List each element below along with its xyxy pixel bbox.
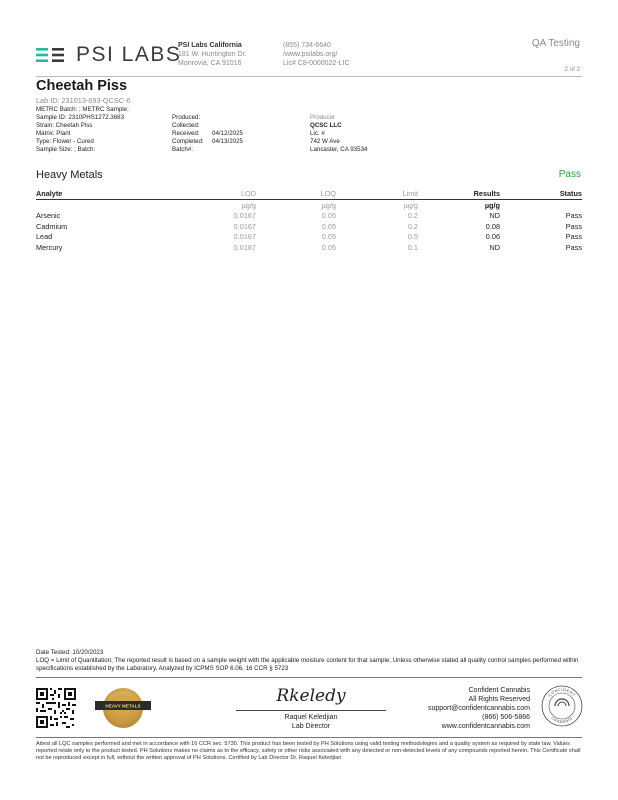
sample-details — [36, 106, 166, 154]
sample-size: Sample Size: ; Batch: — [36, 146, 96, 153]
lab-address-line2: Monrovia, CA 91016 — [178, 60, 242, 67]
heavy-metals-table-wrap — [36, 188, 582, 253]
producer-address1: 742 W Ave — [310, 138, 340, 145]
collected-label: Collected: — [172, 122, 200, 129]
lab-address — [178, 41, 278, 68]
cc-rights: All Rights Reserved — [468, 696, 530, 703]
lab-website[interactable]: /www.psilabs.org/ — [283, 51, 338, 58]
unit-limit: µg/g — [403, 200, 418, 210]
section-title: Heavy Metals — [36, 169, 103, 181]
producer-address2: Lancaster, CA 93534 — [310, 146, 368, 153]
cc-seal-top-text: CONFIDENT — [547, 687, 577, 698]
lab-license: Lic# C8-0000022-LIC — [283, 60, 350, 67]
cc-phone: (866) 506-5866 — [482, 714, 530, 721]
signer-name: Raquel Keledjian — [284, 714, 338, 721]
qa-testing-label: QA Testing — [531, 38, 580, 49]
analyte-name: Cadmium — [36, 221, 68, 231]
disclaimer: Attest all LQC samples performed and met in accordance with 16 CCR sec. 5730. This product has been tested by PH Solutions using valid testing methodologies and a quality system as required by state law. Values reported relate only to the product tested. PH Solutions makes no claims as to the efficacy, safety or other risks associated with any detected or non-detected levels of any compounds reported herein. This Certificate shall not be reproduced except in full, without the written approval of PH Solutions. Certified by Lab Director Dr. Raquel Keledjian — [36, 741, 581, 761]
completed-label: Completed: — [172, 138, 204, 145]
produced-label: Produced: — [172, 114, 201, 121]
sample-name: Cheetah Piss — [36, 78, 128, 94]
lab-address-line1: 181 W. Huntington Dr. — [178, 51, 247, 58]
svg-text:CANNABIS — [550, 716, 573, 724]
loq-note: LOQ = Limit of Quantitation; The reported result is based on a sample weight with the applicable moisture content for that sample; Unless otherwise stated all quality control samples performed within specifications established by the Laboratory. Analyzed by ICPMS SOP 6.06, 16 CCR § 5723 — [36, 657, 579, 672]
badge-icon — [93, 686, 153, 730]
analyte-name: Mercury — [36, 242, 63, 252]
result-value: ND — [489, 242, 500, 252]
limit-value: 0.5 — [407, 232, 418, 242]
heavy-metals-badge — [93, 686, 153, 730]
unit-status — [500, 200, 582, 211]
signature: Rkeledy — [276, 686, 346, 706]
cc-name: Confident Cannabis — [468, 687, 530, 694]
producer-label: Producer — [310, 114, 336, 121]
section-status: Pass — [558, 169, 581, 180]
received-label: Received: — [172, 130, 200, 137]
date-tested: Date Tested: 10/20/2023 — [36, 649, 104, 656]
loq-value: 0.05 — [321, 242, 336, 252]
table-row — [36, 232, 582, 243]
cc-website[interactable]: www.confidentcannabis.com — [441, 723, 530, 730]
status-value: Pass — [565, 232, 582, 242]
col-results: Results — [418, 188, 500, 200]
logo — [36, 43, 181, 67]
producer-license: Lic. # — [310, 130, 325, 137]
table-row — [36, 211, 582, 222]
signature-block — [236, 686, 386, 731]
footer-divider-top — [36, 677, 582, 678]
limit-value: 0.2 — [407, 221, 418, 231]
lab-contact — [283, 41, 403, 68]
producer-info — [310, 114, 430, 154]
status-value: Pass — [565, 211, 582, 221]
unit-loq: µg/g — [321, 200, 336, 210]
sample-id: Sample ID: 2310PHS1272.3683 — [36, 114, 125, 121]
strain: Strain: Cheetah Piss — [36, 122, 93, 129]
cc-email[interactable]: support@confidentcannabis.com — [427, 705, 530, 712]
lab-id: Lab ID: 231013-693-QCSC-6 — [36, 96, 131, 105]
loq-value: 0.05 — [321, 232, 336, 242]
col-limit: Limit — [336, 188, 418, 200]
col-status: Status — [500, 188, 582, 200]
logo-text: PSI LABS — [76, 43, 182, 66]
loq-value: 0.05 — [321, 211, 336, 221]
producer-name: QCSC LLC — [310, 122, 342, 129]
matrix: Matrix: Plant — [36, 130, 71, 137]
lod-value: 0.0167 — [233, 232, 256, 242]
col-analyte: Analyte — [36, 188, 146, 200]
completed-value: 04/13/2025 — [212, 138, 243, 145]
limit-value: 0.1 — [407, 242, 418, 252]
cc-seal-icon — [541, 685, 583, 727]
status-value: Pass — [565, 221, 582, 231]
metrc-batch: METRC Batch: ; METRC Sample: — [36, 106, 129, 113]
col-loq: LOQ — [256, 188, 336, 200]
psi-logo-icon — [36, 47, 70, 63]
lod-value: 0.0167 — [233, 242, 256, 252]
unit-analyte — [36, 200, 146, 211]
signer-title: Lab Director — [291, 723, 331, 730]
unit-lod: µg/g — [241, 200, 256, 210]
result-value: 0.08 — [485, 221, 500, 231]
status-value: Pass — [565, 242, 582, 252]
lod-value: 0.0167 — [233, 221, 256, 231]
result-value: 0.06 — [485, 232, 500, 242]
header-divider — [36, 76, 582, 77]
table-row — [36, 242, 582, 253]
limit-value: 0.2 — [407, 211, 418, 221]
loq-value: 0.05 — [321, 221, 336, 231]
table-row — [36, 221, 582, 232]
table-header-row — [36, 188, 582, 200]
signature-line — [236, 710, 386, 711]
sample-dates — [172, 114, 282, 154]
analyte-name: Arsenic — [36, 211, 61, 221]
received-value: 04/12/2025 — [212, 130, 243, 137]
cc-seal — [541, 685, 583, 727]
heavy-metals-table — [36, 188, 582, 253]
qr-code-icon — [36, 688, 76, 728]
qr-code[interactable] — [36, 688, 76, 733]
lab-name: PSI Labs California — [178, 42, 242, 49]
batch-label: Batch#: — [172, 146, 193, 153]
footer-notes — [36, 649, 584, 673]
type: Type: Flower - Cured — [36, 138, 94, 145]
page-number: 2 of 2 — [564, 66, 580, 73]
units-row — [36, 200, 582, 211]
unit-results: µg/g — [484, 200, 500, 210]
col-lod: LOD — [146, 188, 256, 200]
badge-text: HEAVY METALS — [105, 703, 141, 709]
cc-seal-bottom-text: CANNABIS — [550, 716, 574, 725]
result-value: ND — [489, 211, 500, 221]
cc-info — [400, 686, 530, 731]
analyte-name: Lead — [36, 232, 53, 242]
footer-divider-bottom — [36, 737, 582, 738]
lab-phone: (855) 734-6640 — [283, 42, 331, 49]
lod-value: 0.0167 — [233, 211, 256, 221]
